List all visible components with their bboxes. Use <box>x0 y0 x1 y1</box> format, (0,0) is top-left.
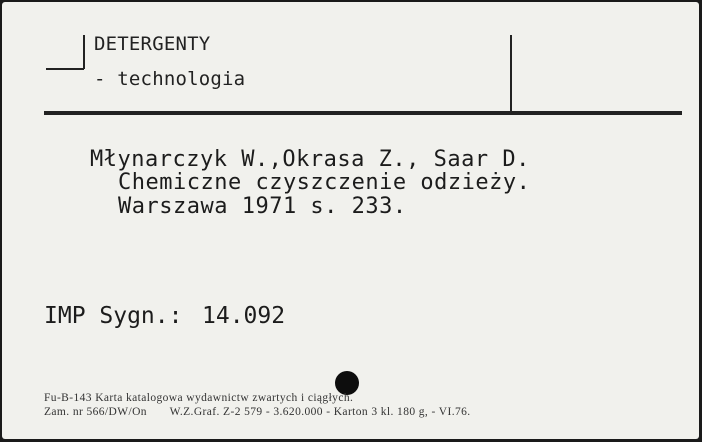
catalog-card <box>2 2 699 439</box>
subject-subdivision: - technologia <box>94 68 246 90</box>
subject-heading: DETERGENTY <box>94 33 211 55</box>
heading-divider <box>44 111 682 115</box>
entry-imprint: Warszawa 1971 s. 233. <box>118 194 407 219</box>
signature-value: 14.092 <box>202 303 286 329</box>
entry-title: Chemiczne czyszczenie odzieży. <box>118 170 531 195</box>
entry-authors: Młynarczyk W.,Okrasa Z., Saar D. <box>90 147 530 172</box>
corner-mark-horizontal <box>46 68 84 70</box>
heading-vertical-rule <box>510 35 512 113</box>
corner-mark-vertical <box>83 35 85 69</box>
signature-label: IMP Sygn.: <box>44 303 183 329</box>
footer-print-line: Zam. nr 566/DW/On W.Z.Graf. Z-2 579 - 3.620.000 - Karton 3 kl. 180 g, - VI.76. <box>44 406 471 418</box>
footer-form-line: Fu-B-143 Karta katalogowa wydawnictw zwartych i ciągłych. <box>44 392 354 404</box>
